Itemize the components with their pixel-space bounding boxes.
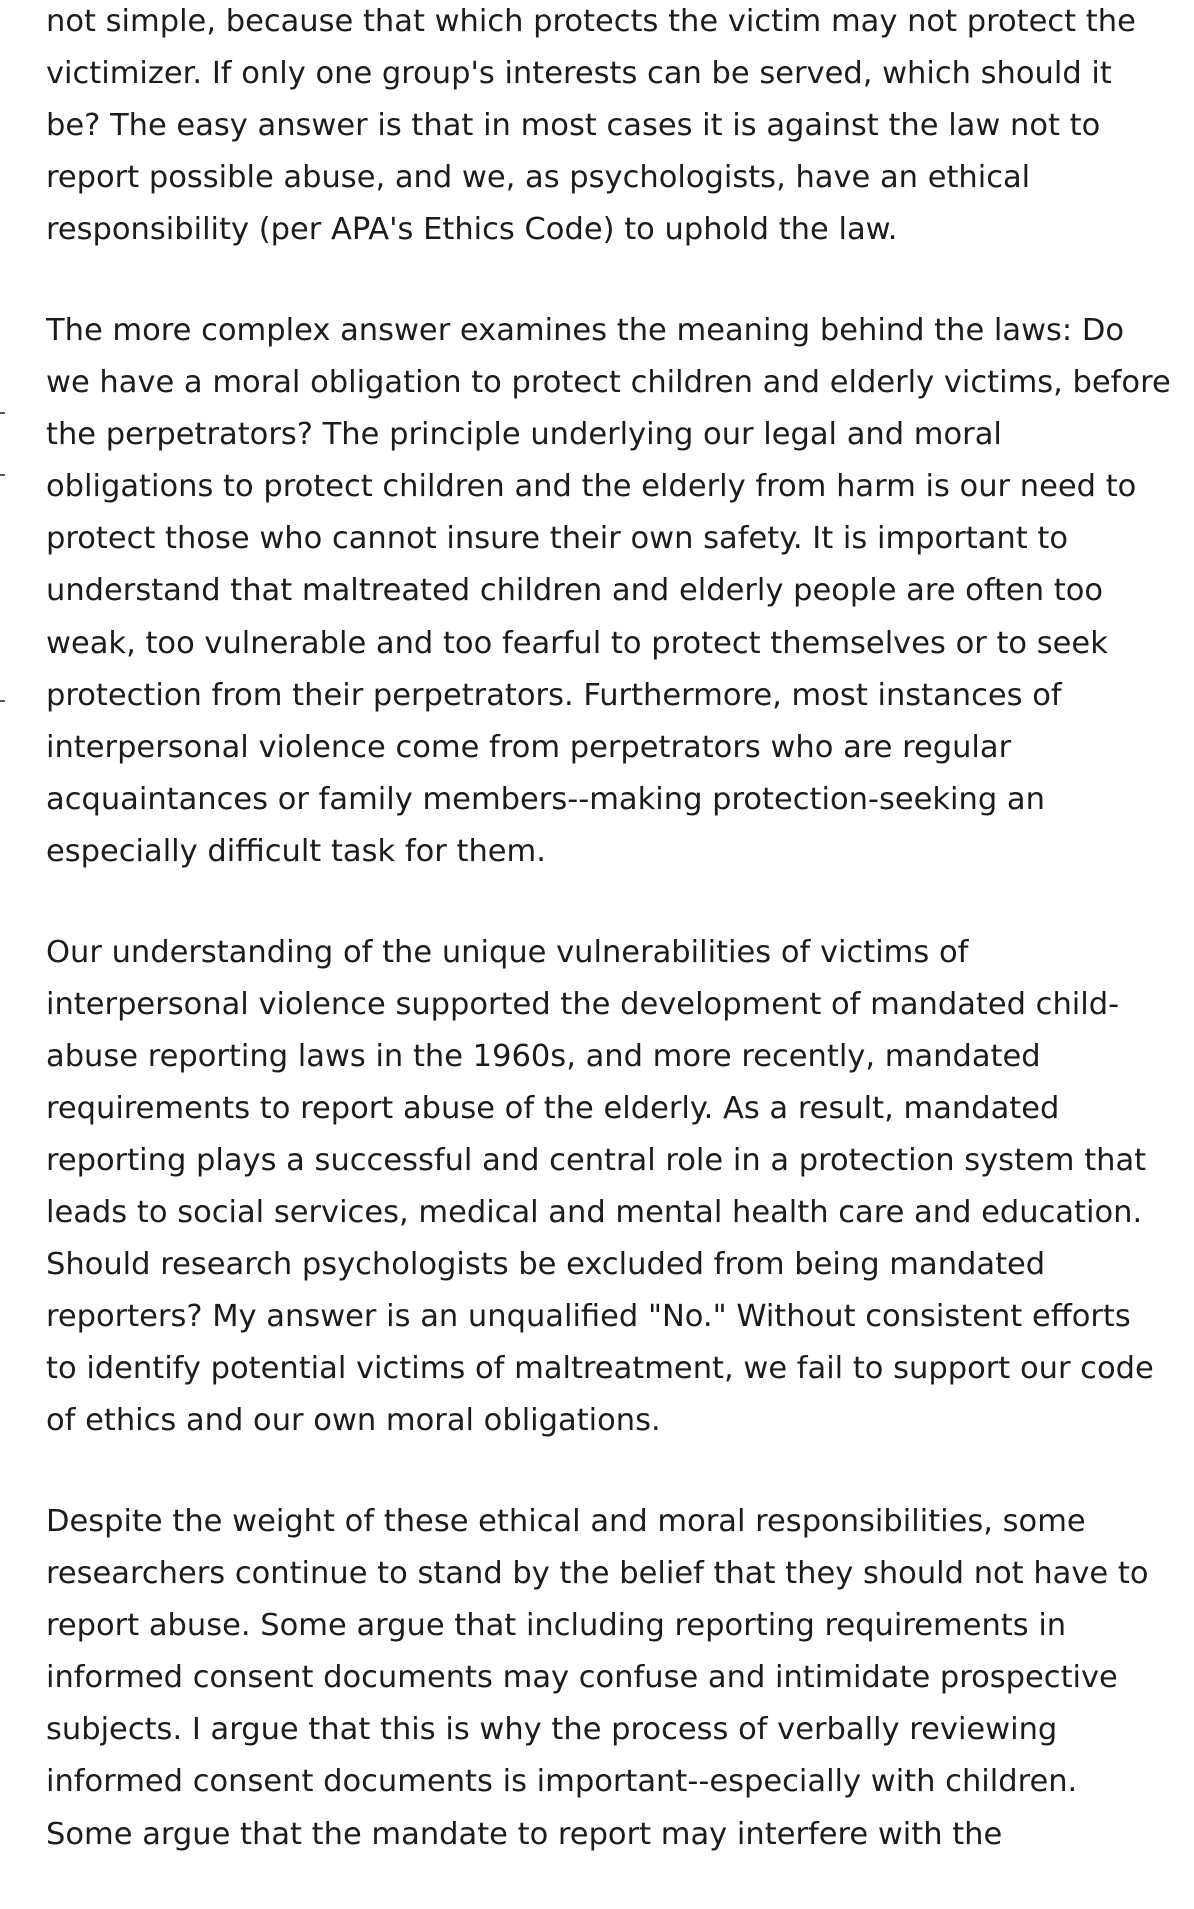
text-line: leads to social services, medical and mental health care and education. [46,1194,1143,1230]
text-line: informed consent documents is important--especially with children. [46,1764,1078,1800]
paragraph [46,1496,1194,1861]
text-line: Our understanding of the unique vulnerabilities of victims of [46,934,969,970]
left-edge-marker [0,412,5,414]
text-line: protection from their perpetrators. Furthermore, most instances of [46,677,1062,713]
text-line: Some argue that the mandate to report may interfere with the [46,1816,1003,1852]
text-line: abuse reporting laws in the 1960s, and more recently, mandated [46,1038,1041,1074]
text-line: of ethics and our own moral obligations. [46,1403,661,1439]
text-line: not simple, because that which protects the victim may not protect the [46,4,1136,39]
paragraph [46,305,1194,878]
text-line: requirements to report abuse of the elderly. As a result, mandated [46,1090,1060,1126]
text-line: acquaintances or family members--making protection-seeking an [46,781,1045,817]
text-line: informed consent documents may confuse and intimidate prospective [46,1660,1118,1696]
text-line: Despite the weight of these ethical and moral responsibilities, some [46,1503,1086,1539]
text-line: reporters? My answer is an unqualified "No." Without consistent efforts [46,1299,1131,1335]
text-line: report possible abuse, and we, as psychologists, have an ethical [46,160,1031,196]
left-edge-marker [0,700,5,702]
left-edge-marker [0,474,5,476]
paragraph [46,0,1194,256]
text-line: protect those who cannot insure their own safety. It is important to [46,521,1068,557]
text-line: the perpetrators? The principle underlying our legal and moral [46,417,1002,453]
text-line: Should research psychologists be excluded from being mandated [46,1247,1046,1283]
text-line: responsibility (per APA's Ethics Code) to uphold the law. [46,212,898,248]
text-line: report abuse. Some argue that including reporting requirements in [46,1608,1067,1644]
text-line: weak, too vulnerable and too fearful to protect themselves or to seek [46,625,1108,661]
text-line: The more complex answer examines the meaning behind the laws: Do [46,312,1125,348]
text-line: reporting plays a successful and central role in a protection system that [46,1142,1147,1178]
text-line: obligations to protect children and the elderly from harm is our need to [46,469,1137,505]
text-line: victimizer. If only one group's interests can be served, which should it [46,56,1112,92]
text-line: to identify potential victims of maltreatment, we fail to support our code [46,1351,1154,1387]
text-line: understand that maltreated children and elderly people are often too [46,573,1104,609]
article-body [46,0,1194,1909]
text-line: subjects. I argue that this is why the process of verbally reviewing [46,1712,1058,1748]
text-line: interpersonal violence come from perpetrators who are regular [46,729,1012,765]
text-line: be? The easy answer is that in most cases it is against the law not to [46,108,1101,144]
text-line: researchers continue to stand by the belief that they should not have to [46,1556,1149,1592]
paragraph [46,927,1194,1448]
text-line: especially difficult task for them. [46,833,546,869]
text-line: interpersonal violence supported the development of mandated child- [46,986,1120,1022]
text-line: we have a moral obligation to protect children and elderly victims, before [46,365,1171,401]
